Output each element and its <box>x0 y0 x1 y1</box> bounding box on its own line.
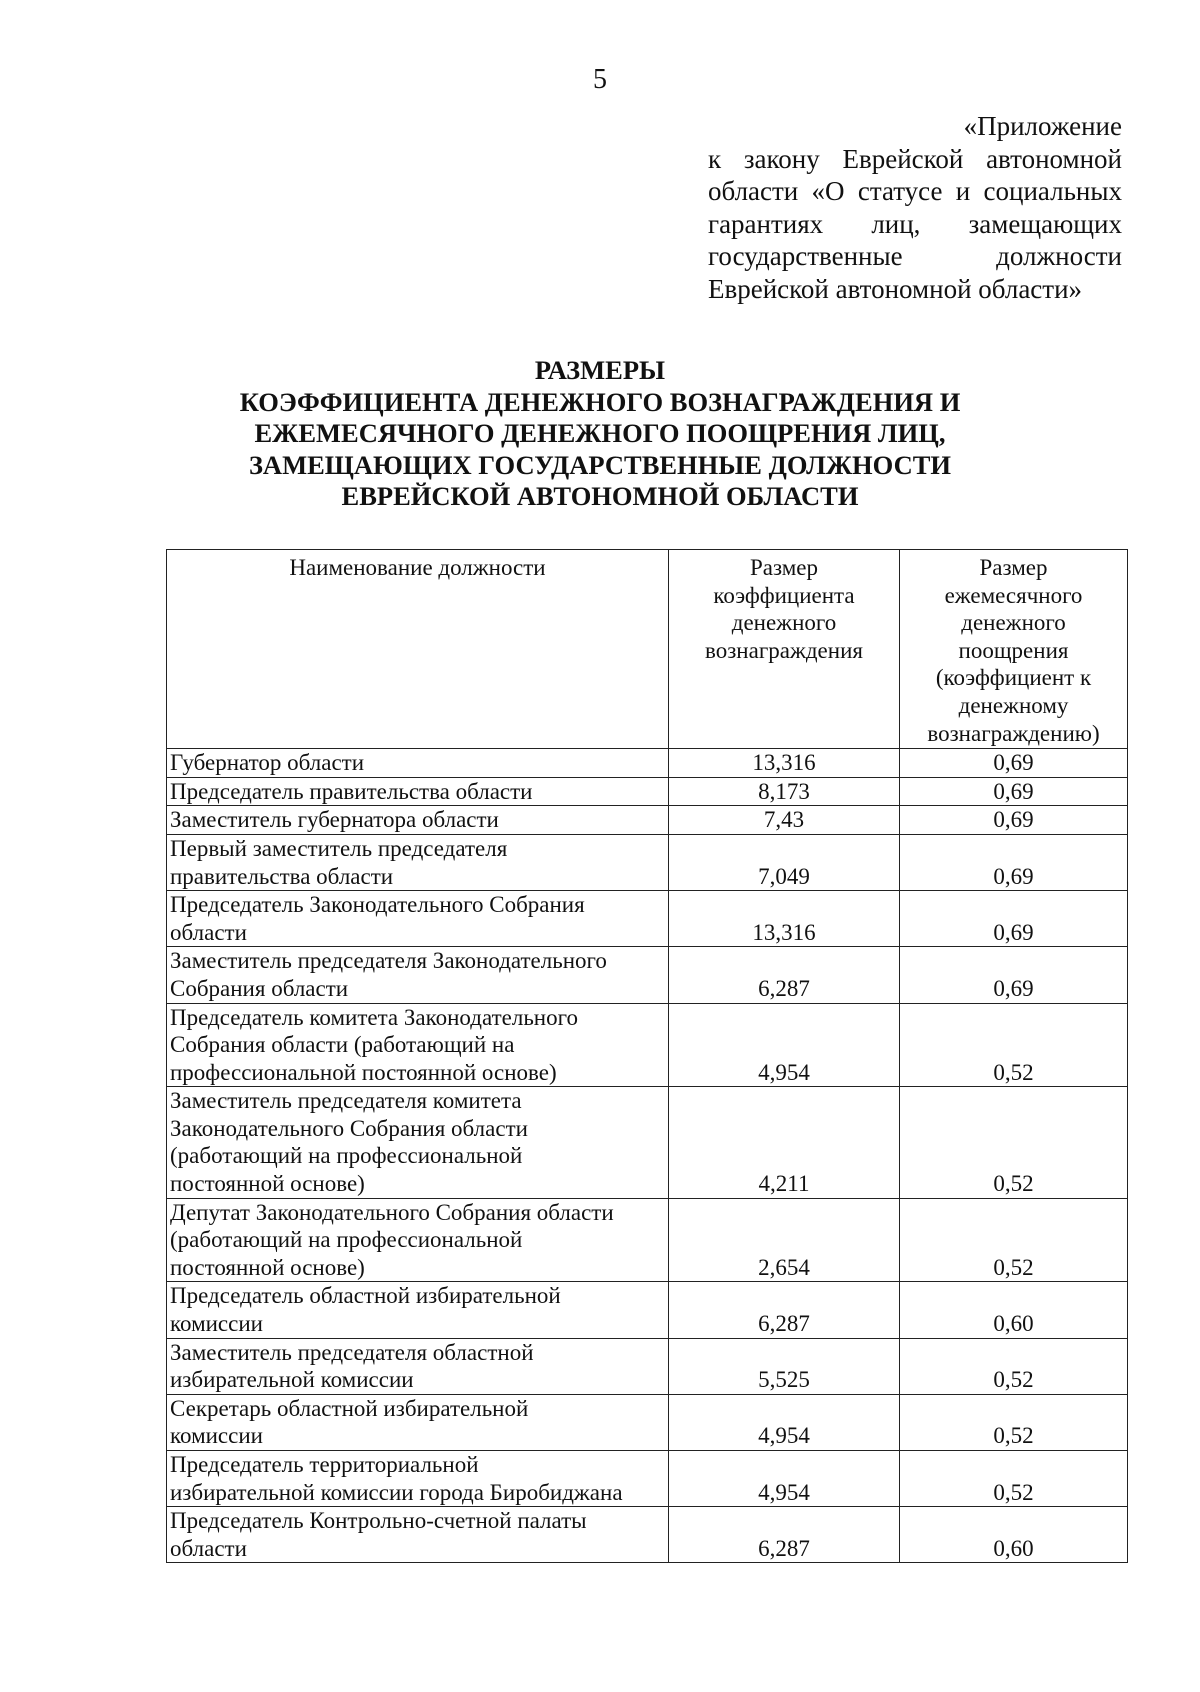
header-line: (коэффициент к <box>935 665 1092 691</box>
coefficient-cell: 4,211 <box>669 1087 900 1198</box>
position-name-cell <box>167 806 669 835</box>
bonus-cell: 0,69 <box>900 947 1128 1003</box>
appendix-line: области «О статусе и социальных <box>708 176 1122 206</box>
table-row <box>167 1003 1128 1087</box>
position-name-line: Заместитель председателя комитета <box>170 1088 522 1114</box>
bonus-cell: 0,69 <box>900 834 1128 890</box>
position-name-line: правительства области <box>170 863 394 889</box>
position-name-line: Председатель Законодательного Собрания <box>170 892 585 918</box>
table-row <box>167 1394 1128 1450</box>
position-name-line: Собрания области (работающий на <box>170 1032 515 1058</box>
bonus-cell: 0,69 <box>900 806 1128 835</box>
position-name-line: избирательной комиссии города Биробиджана <box>170 1479 623 1505</box>
positions-table <box>166 549 1128 1563</box>
position-name-line: области <box>170 919 247 945</box>
position-name-line: Председатель комитета Законодательного <box>170 1004 578 1030</box>
table-body <box>167 749 1128 1563</box>
position-name-cell <box>167 1003 669 1087</box>
coefficient-cell: 7,43 <box>669 806 900 835</box>
position-name-line: профессиональной постоянной основе) <box>170 1059 557 1085</box>
table-row <box>167 1507 1128 1563</box>
appendix-line: гарантиях лиц, замещающих <box>708 208 1122 239</box>
position-name-line: Первый заместитель председателя <box>170 835 508 861</box>
position-name-cell <box>167 1087 669 1198</box>
coefficient-cell: 6,287 <box>669 1282 900 1338</box>
position-name-line: комиссии <box>170 1423 263 1449</box>
coefficient-cell: 4,954 <box>669 1003 900 1087</box>
title-line: КОЭФФИЦИЕНТА ДЕНЕЖНОГО ВОЗНАГРАЖДЕНИЯ И <box>239 386 961 417</box>
coefficient-cell: 4,954 <box>669 1451 900 1507</box>
title-line: ЕЖЕМЕСЯЧНОГО ДЕНЕЖНОГО ПООЩРЕНИЯ ЛИЦ, <box>254 418 946 448</box>
position-name-line: Секретарь областной избирательной <box>170 1395 529 1421</box>
bonus-cell: 0,52 <box>900 1198 1128 1282</box>
position-name-line: избирательной комиссии <box>170 1367 414 1393</box>
bonus-cell: 0,52 <box>900 1087 1128 1198</box>
table-row <box>167 891 1128 947</box>
table-row <box>167 1087 1128 1198</box>
header-line: поощрения <box>958 637 1069 663</box>
position-name-line: (работающий на профессиональной <box>170 1143 523 1169</box>
header-bonus <box>900 550 1128 749</box>
position-name-cell <box>167 834 669 890</box>
position-name-cell <box>167 1282 669 1338</box>
bonus-cell: 0,60 <box>900 1507 1128 1563</box>
header-line: Размер <box>979 555 1048 580</box>
position-name-line: постоянной основе) <box>170 1171 365 1197</box>
position-name-cell <box>167 1198 669 1282</box>
bonus-cell: 0,69 <box>900 891 1128 947</box>
table-row <box>167 1451 1128 1507</box>
appendix-line: государственные должности <box>708 241 1122 271</box>
table-row <box>167 1338 1128 1394</box>
appendix-line: «Приложение <box>963 111 1122 141</box>
position-name-line: Губернатор области <box>170 750 365 776</box>
table-row <box>167 1198 1128 1282</box>
position-name-cell <box>167 1451 669 1507</box>
position-name-cell <box>167 1394 669 1450</box>
header-line: денежного <box>961 610 1066 636</box>
position-name-line: Заместитель губернатора области <box>170 807 499 833</box>
position-name-line: комиссии <box>170 1311 263 1337</box>
header-line: вознаграждению) <box>927 720 1100 746</box>
table-row <box>167 777 1128 806</box>
coefficient-cell: 5,525 <box>669 1338 900 1394</box>
header-position <box>167 550 669 749</box>
bonus-cell: 0,69 <box>900 777 1128 806</box>
position-name-line: Заместитель председателя областной <box>170 1339 534 1365</box>
coefficient-cell: 6,287 <box>669 1507 900 1563</box>
position-name-cell <box>167 1338 669 1394</box>
title-line: ЕВРЕЙСКОЙ АВТОНОМНОЙ ОБЛАСТИ <box>341 481 859 511</box>
title-line: ЗАМЕЩАЮЩИХ ГОСУДАРСТВЕННЫЕ ДОЛЖНОСТИ <box>248 449 952 480</box>
header-line: ежемесячного <box>944 582 1083 608</box>
appendix-reference <box>708 110 1122 305</box>
coefficient-cell: 8,173 <box>669 777 900 806</box>
bonus-cell: 0,52 <box>900 1338 1128 1394</box>
coefficient-cell: 13,316 <box>669 891 900 947</box>
appendix-line: к закону Еврейской автономной <box>708 143 1122 174</box>
position-name-cell <box>167 777 669 806</box>
position-name-cell <box>167 1507 669 1563</box>
position-name-line: Председатель Контрольно-счетной палаты <box>170 1508 587 1534</box>
position-name-line: Председатель территориальной <box>170 1452 479 1477</box>
position-name-line: постоянной основе) <box>170 1254 365 1280</box>
table-header-row <box>167 550 1128 749</box>
position-name-line: Депутат Законодательного Собрания области <box>170 1199 614 1225</box>
table-row <box>167 749 1128 778</box>
position-name-cell <box>167 947 669 1003</box>
position-name-line: Председатель правительства области <box>170 778 533 804</box>
position-name-line: Законодательного Собрания области <box>170 1115 528 1141</box>
position-name-line: области <box>170 1535 247 1561</box>
header-line: вознаграждения <box>705 637 863 663</box>
position-name-line: Председатель областной избирательной <box>170 1283 561 1309</box>
bonus-cell: 0,52 <box>900 1003 1128 1087</box>
coefficient-cell: 13,316 <box>669 749 900 778</box>
coefficient-cell: 7,049 <box>669 834 900 890</box>
position-name-cell <box>167 749 669 778</box>
position-name-line: Заместитель председателя Законодательного <box>170 948 607 974</box>
bonus-cell: 0,52 <box>900 1451 1128 1507</box>
header-line: денежному <box>958 692 1069 718</box>
coefficient-cell: 4,954 <box>669 1394 900 1450</box>
bonus-cell: 0,52 <box>900 1394 1128 1450</box>
position-name-line: Собрания области <box>170 975 349 1001</box>
header-line: Наименование должности <box>289 555 546 580</box>
table-row <box>167 834 1128 890</box>
coefficient-cell: 6,287 <box>669 947 900 1003</box>
title-line: РАЗМЕРЫ <box>534 355 666 385</box>
header-line: коэффициента <box>713 582 855 608</box>
header-line: Размер <box>749 555 819 580</box>
position-name-line: (работающий на профессиональной <box>170 1227 523 1253</box>
coefficient-cell: 2,654 <box>669 1198 900 1282</box>
bonus-cell: 0,60 <box>900 1282 1128 1338</box>
appendix-line: Еврейской автономной области» <box>708 273 1083 304</box>
table-row <box>167 806 1128 835</box>
table-row <box>167 947 1128 1003</box>
document-title <box>0 355 1200 513</box>
header-coefficient <box>669 550 900 749</box>
position-name-cell <box>167 891 669 947</box>
header-line: денежного <box>731 610 837 636</box>
table-row <box>167 1282 1128 1338</box>
page-number: 5 <box>593 64 607 95</box>
bonus-cell: 0,69 <box>900 749 1128 778</box>
